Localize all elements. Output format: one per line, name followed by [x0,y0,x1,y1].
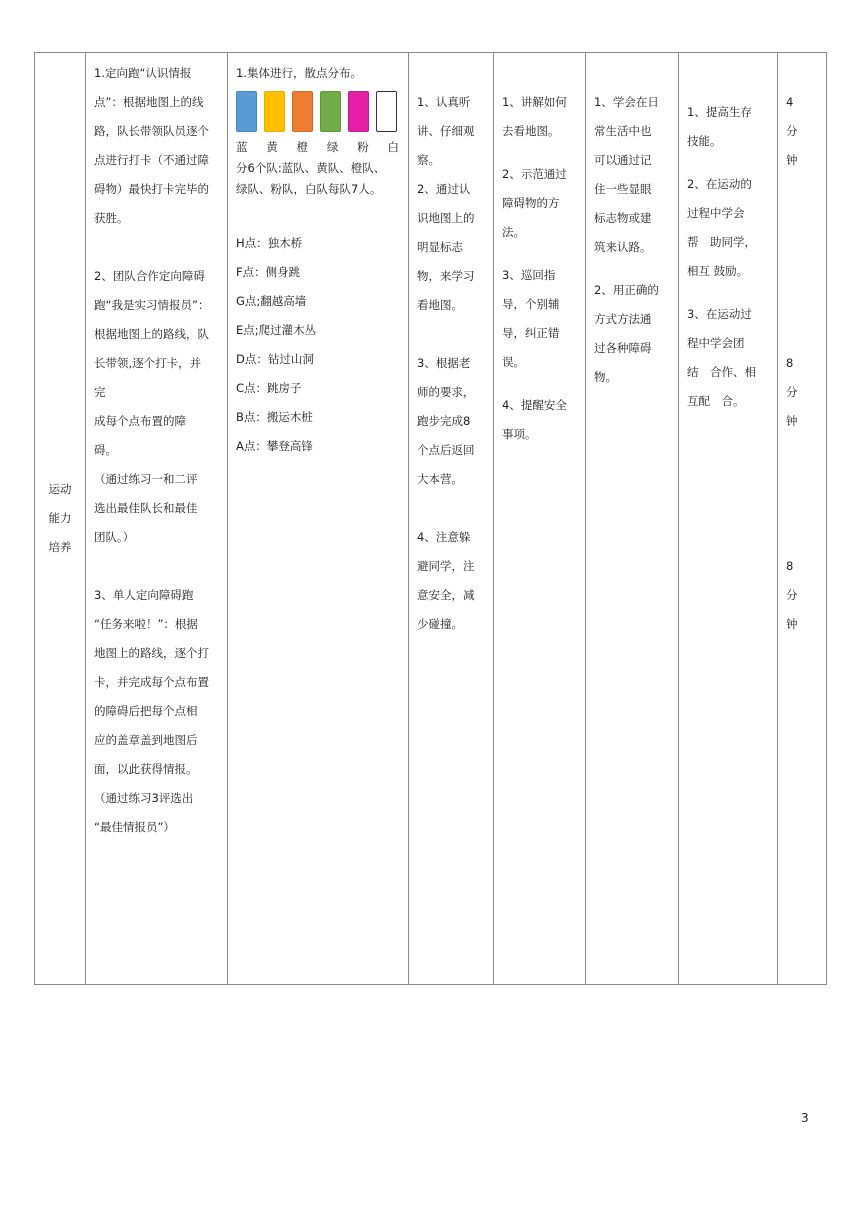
teacher-activity-cell [494,53,586,985]
organization-intro: 1.集体进行，散点分布。 [236,66,362,80]
learning-goal-cell [586,53,679,985]
station-item: B点：搬运木桩 [236,410,313,424]
time-cell [778,53,827,985]
student-item-2: 2、通过认 识地图上的 明显标志 物，来学习 看地图。 [417,182,475,312]
team-line: 绿队、粉队，白队每队7人。 [236,182,382,196]
content-cell [86,53,228,985]
station-list [236,229,401,461]
row-label: 运动能力培养 [48,482,72,554]
student-activity-cell [409,53,494,985]
station-item: H点：独木桥 [236,236,303,250]
swatch-green [320,91,341,132]
teacher-item-4: 4、提醒安全 事项。 [502,398,567,441]
student-item-1: 1、认真听 讲、仔细观 察。 [417,95,475,167]
time-2: 8 分 钟 [786,356,798,428]
quality-item-2: 2、在运动的 过程中学会 帮 助同学， 相互 鼓励。 [687,177,756,278]
color-name-row: 蓝 黄 橙 绿 粉 白 [236,140,399,154]
swatch-blue [236,91,257,132]
content-item-1: 1.定向跑“认识情报 点”：根据地图上的线 路，队长带领队员逐个 点进行打卡（不通过障 碍物）最快打卡完毕的 获胜。 [94,66,209,225]
swatch-white [376,91,397,132]
goal-item-1: 1、学会在日 常生活中也 可以通过记 住一些显眼 标志物或建 筑来认路。 [594,95,659,254]
quality-goal-cell [679,53,778,985]
time-3: 8 分 钟 [786,559,798,631]
content-item-2: 2、团队合作定向障碍 跑“我是实习情报员”： 根据地图上的路线，队 长带领,逐个打卡，并 完 成每个点布置的障 碍。 （通过练习一和二评 选出最佳队长和最佳 团队。） [94,269,213,544]
organization-cell [228,53,409,985]
station-item: A点：攀登高锋 [236,439,313,453]
teacher-item-3: 3、巡回指 导，个别辅 导，纠正错 误。 [502,268,560,369]
goal-item-2: 2、用正确的 方式方法通 过各种障碍 物。 [594,283,659,384]
station-item: G点;翻越高墙 [236,294,307,308]
swatch-yellow [264,91,285,132]
team-line: 分6个队:蓝队、黄队、橙队、 [236,161,386,175]
row-label-cell [35,53,86,985]
lesson-plan-table [34,52,827,985]
teacher-item-2: 2、示范通过 障碍物的方 法。 [502,167,567,239]
page-number: 3 [801,1111,809,1125]
content-item-3: 3、单人定向障碍跑 “任务来啦！”：根据 地图上的路线，逐个打 卡，并完成每个点布置 的障碍后把每个点相 应的盖章盖到地图后 面，以此获得情报。 （通过练习3评选出 “最佳情报员”） [94,588,209,834]
station-item: F点：侧身跳 [236,265,301,279]
swatch-orange [292,91,313,132]
station-item: E点;爬过灌木丛 [236,323,317,337]
time-1: 4 分 钟 [786,95,798,167]
quality-item-1: 1、提高生存 技能。 [687,105,752,148]
team-color-swatches [236,88,401,136]
student-item-4: 4、注意躲 避同学，注 意安全，减 少碰撞。 [417,530,475,631]
teacher-item-1: 1、讲解如何 去看地图。 [502,95,567,138]
station-item: C点：跳房子 [236,381,302,395]
student-item-3: 3、根据老 师的要求， 跑步完成8 个点后返回 大本营。 [417,356,475,486]
swatch-pink [348,91,369,132]
station-item: D点：钻过山洞 [236,352,314,366]
quality-item-3: 3、在运动过 程中学会团 结 合作、相 互配 合。 [687,307,756,408]
